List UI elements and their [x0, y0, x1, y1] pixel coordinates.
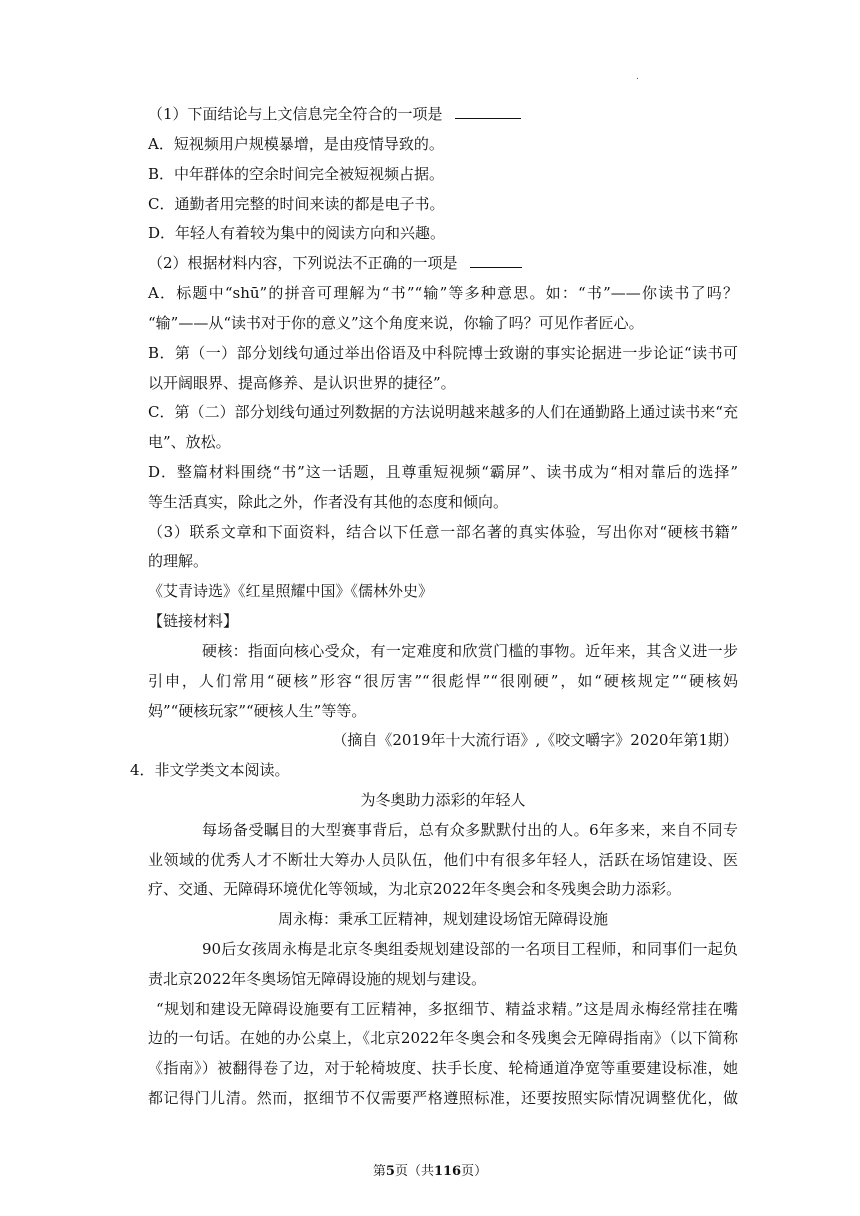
- q2-option-b-line2: 以开阔眼界、提高修养、是认识世界的捷径”。: [148, 374, 456, 392]
- q2-option-b-line1: B．第（一）部分划线句通过举出俗语及中科院博士致谢的事实论据进一步论证“读书可: [148, 344, 738, 362]
- material-source: （摘自《2019年十大流行语》,《咬文嚼字》2020年第1期）: [332, 731, 738, 749]
- subheading: 周永梅：秉承工匠精神，规划建设场馆无障碍设施: [277, 910, 608, 928]
- paragraph-3-line3: 《指南》）被翻得卷了边，对于轮椅坡度、扶手长度、轮椅通道净宽等重要建设标准，她: [148, 1059, 738, 1077]
- q2-option-d-line2: 等生活真实，除此之外，作者没有其他的态度和倾向。: [148, 493, 509, 511]
- paragraph-3-line4: 都记得门儿清。然而，抠细节不仅需要严格遵照标准，还要按照实际情况调整优化，做: [148, 1089, 738, 1107]
- q2-option-a-line1: A．标题中“shū”的拼音可理解为“书”“输”等多种意思。如：“书”——你读书了吗？: [148, 284, 738, 302]
- paragraph-2-line1: 90后女孩周永梅是北京冬奥组委规划建设部的一名项目工程师，和同事们一起负: [202, 940, 738, 958]
- header-mark: .: [636, 72, 639, 82]
- paragraph-1-line1: 每场备受瞩目的大型赛事背后，总有众多默默付出的人。6年多来，来自不同专: [202, 821, 738, 839]
- q2-stem: （2）根据材料内容，下列说法不正确的一项是: [148, 253, 738, 273]
- q3-stem-line2: 的理解。: [148, 552, 209, 570]
- paragraph-3-line2: 边的一句话。在她的办公桌上，《北京2022年冬奥会和冬残奥会无障碍指南》（以下简称: [148, 1029, 738, 1047]
- q1-option-b: B．中年群体的空余时间完全被短视频占据。: [148, 165, 445, 183]
- q1-option-c: C．通勤者用完整的时间来读的都是电子书。: [148, 195, 445, 213]
- material-line2: 引申，人们常用“硬核”形容“很厉害”“很彪悍”“很刚硬”，如“硬核规定”“硬核妈: [148, 672, 738, 690]
- section-4-heading: 4．非文学类文本阅读。: [130, 761, 290, 779]
- page-number: 5: [385, 1164, 395, 1179]
- q2-option-a-line2: “输”——从“读书对于你的意义”这个角度来说，你输了吗？可见作者匠心。: [148, 314, 644, 332]
- q2-option-d-line1: D．整篇材料围绕“书”这一话题，且尊重短视频“霸屏”、读书成为“相对靠后的选择”: [148, 463, 738, 481]
- page-footer: 第5页（共116页）: [372, 1164, 488, 1179]
- material-line1: 硬核：指面向核心受众，有一定难度和欣赏门槛的事物。近年来，其含义进一步: [202, 642, 738, 660]
- paragraph-1-line3: 疗、交通、无障碍环境优化等领域，为北京2022年冬奥会和冬残奥会助力添彩。: [148, 880, 682, 898]
- q1-stem: （1）下面结论与上文信息完全符合的一项是: [148, 104, 738, 124]
- paragraph-3-line1: “规划和建设无障碍设施要有工匠精神，多抠细节、精益求精。”这是周永梅经常挂在嘴: [156, 1000, 738, 1018]
- paragraph-2-line2: 责北京2022年冬奥场馆无障碍设施的规划与建设。: [148, 970, 487, 988]
- link-material-heading: 【链接材料】: [148, 612, 239, 630]
- q2-option-c-line2: 电”、放松。: [148, 433, 231, 451]
- paragraph-1-line2: 业领域的优秀人才不断壮大筹办人员队伍，他们中有很多年轻人，活跃在场馆建设、医: [148, 851, 738, 869]
- q1-option-a: A．短视频用户规模暴增，是由疫情导致的。: [148, 135, 444, 153]
- answer-blank: [470, 253, 522, 268]
- material-line3: 妈”“硬核玩家”“硬核人生”等等。: [148, 702, 367, 720]
- q2-option-c-line1: C．第（二）部分划线句通过列数据的方法说明越来越多的人们在通勤路上通过读书来“充: [148, 403, 738, 421]
- article-title: 为冬奥助力添彩的年轻人: [360, 791, 526, 809]
- q3-stem-line1: （3）联系文章和下面资料，结合以下任意一部名著的真实体验，写出你对“硬核书籍”: [148, 523, 738, 541]
- book-list: 《艾青诗选》《红星照耀中国》《儒林外史》: [148, 582, 434, 600]
- answer-blank: [455, 104, 521, 119]
- q1-option-d: D．年轻人有着较为集中的阅读方向和兴趣。: [148, 224, 446, 242]
- page-total: 116: [433, 1164, 462, 1179]
